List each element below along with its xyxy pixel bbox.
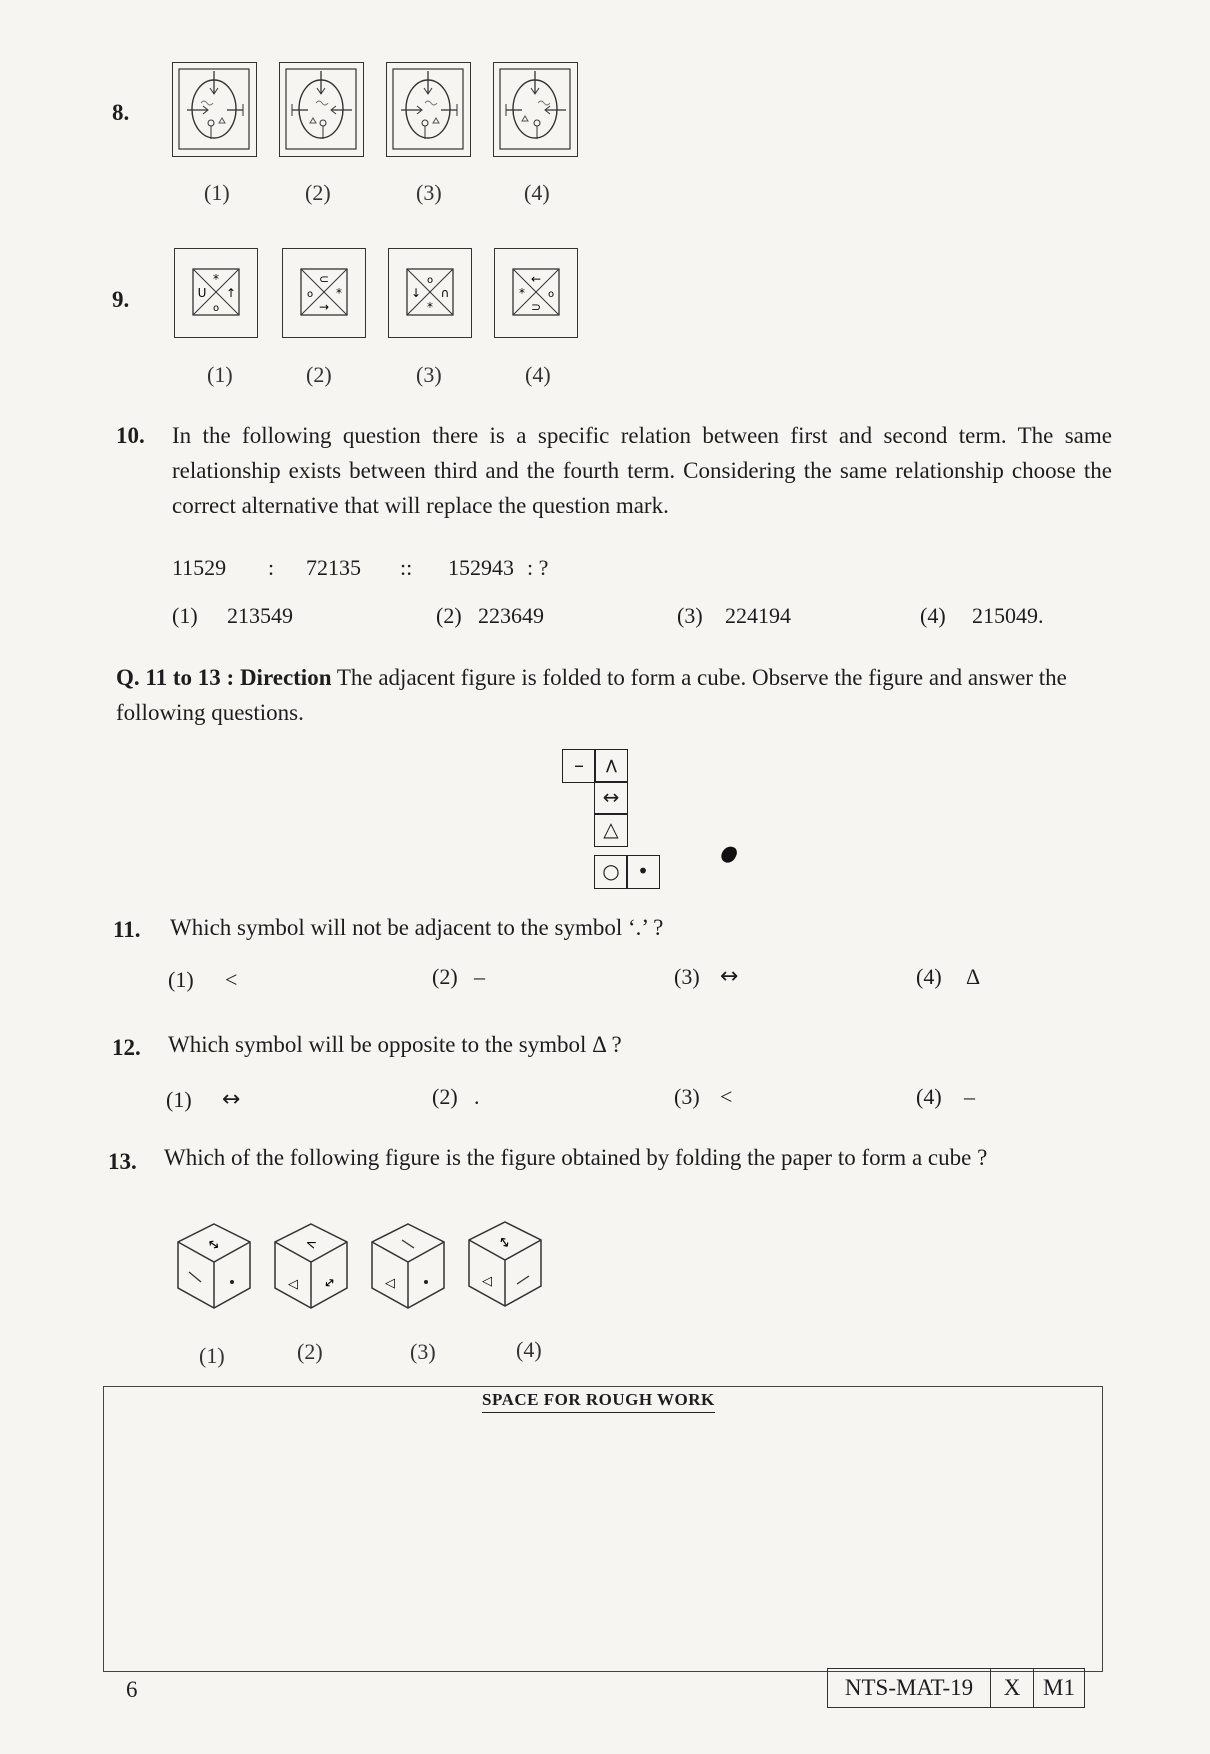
net-cell-triangle: △ <box>594 813 628 847</box>
rough-work-title: SPACE FOR ROUGH WORK <box>482 1390 715 1413</box>
net-cell-dot: • <box>626 855 660 889</box>
svg-text:⊃: ⊃ <box>530 300 542 314</box>
svg-text:U: U <box>197 286 207 300</box>
q8-figure-2[interactable] <box>279 62 364 157</box>
q8-figure-3[interactable] <box>386 62 471 157</box>
q13-option-1[interactable]: (1) <box>199 1343 225 1368</box>
svg-text:◁: ◁ <box>482 1274 492 1289</box>
q8-option-3[interactable]: (3) <box>416 180 442 205</box>
svg-text:o: o <box>547 289 555 300</box>
q9-figure-3[interactable] <box>388 248 472 338</box>
q12-option-4-label[interactable]: (4) <box>916 1084 942 1109</box>
q13-question-text: Which of the following figure is the figure obtained by folding the paper to form a cube ? <box>164 1145 988 1170</box>
q10-term-3: 152943 <box>448 555 514 580</box>
svg-text:↔: ↔ <box>494 1233 515 1252</box>
svg-text:o: o <box>426 275 434 286</box>
q9-option-3[interactable]: (3) <box>416 362 442 387</box>
q10-question-text: In the following question there is a specific relation between first and second term. The same relationship exists between third and the fourth term. Considering the same relationship choose the correct alternative that will replace the question mark. <box>172 423 1112 518</box>
q11-option-4-label[interactable]: (4) <box>916 964 942 989</box>
svg-text:◁: ◁ <box>288 1277 298 1292</box>
q12-question-text: Which symbol will be opposite to the symbol Δ ? <box>168 1032 622 1057</box>
svg-text:→: → <box>318 300 330 314</box>
q12-number: 12. <box>112 1035 141 1060</box>
q12-option-4-value[interactable]: – <box>964 1084 975 1109</box>
q8-figure-1[interactable] <box>172 62 257 157</box>
q12-option-1-label[interactable]: (1) <box>166 1087 192 1112</box>
svg-text:∩: ∩ <box>440 286 450 300</box>
q9-option-2[interactable]: (2) <box>306 362 332 387</box>
q11-option-1-label[interactable]: (1) <box>168 967 194 992</box>
q9-number: 9. <box>112 287 130 312</box>
q8-number: 8. <box>112 100 130 125</box>
q13-cube-4[interactable] <box>465 1218 545 1315</box>
ink-blot <box>719 844 739 865</box>
svg-text:o: o <box>212 303 220 314</box>
svg-text:*: * <box>427 300 433 314</box>
q11-option-3-value[interactable]: ↔ <box>720 964 739 989</box>
q12-option-3-label[interactable]: (3) <box>674 1084 700 1109</box>
q12-option-1-value[interactable]: ↔ <box>222 1087 241 1112</box>
q13-cube-1[interactable] <box>174 1220 254 1317</box>
q12-option-2-value[interactable]: . <box>474 1084 480 1109</box>
q10-option-1-label[interactable]: (1) <box>172 603 198 628</box>
footer-series: M1 <box>1033 1668 1085 1708</box>
q8-option-4[interactable]: (4) <box>524 180 550 205</box>
svg-text:↑: ↑ <box>225 286 237 300</box>
q9-option-4[interactable]: (4) <box>525 362 551 387</box>
q8-option-2[interactable]: (2) <box>305 180 331 205</box>
q11-option-4-value[interactable]: Δ <box>966 964 981 989</box>
q10-sep-2: :: <box>400 555 413 580</box>
rough-work-box <box>103 1386 1103 1672</box>
q9-option-1[interactable]: (1) <box>207 362 233 387</box>
svg-text:*: * <box>336 286 342 300</box>
q10-term-2: 72135 <box>306 555 361 580</box>
direction-heading: Q. 11 to 13 : Direction <box>116 665 332 690</box>
q10-option-3-label[interactable]: (3) <box>677 603 703 628</box>
q8-option-1[interactable]: (1) <box>204 180 230 205</box>
net-cell-double-arrow: ↔ <box>594 781 628 815</box>
q13-option-2[interactable]: (2) <box>297 1339 323 1364</box>
svg-text:↔: ↔ <box>320 1273 339 1293</box>
q12-option-3-value[interactable]: < <box>720 1084 733 1109</box>
svg-text:*: * <box>519 286 525 300</box>
q8-figure-4[interactable] <box>493 62 578 157</box>
q13-cube-2[interactable] <box>271 1220 351 1317</box>
q10-option-4-label[interactable]: (4) <box>920 603 946 628</box>
q10-term-1: 11529 <box>172 555 227 580</box>
q9-figure-4[interactable] <box>494 248 578 338</box>
q13-cube-3[interactable] <box>368 1220 448 1317</box>
q11-option-2-value[interactable]: – <box>474 964 485 989</box>
svg-text:<: < <box>303 1235 319 1254</box>
q13-number: 13. <box>108 1149 137 1174</box>
footer-class: X <box>990 1668 1034 1708</box>
footer-code: NTS-MAT-19 <box>827 1668 991 1708</box>
svg-text:↔: ↔ <box>204 1234 223 1255</box>
q13-option-3[interactable]: (3) <box>410 1339 436 1364</box>
q11-number: 11. <box>113 917 141 942</box>
q10-option-2-label[interactable]: (2) <box>436 603 462 628</box>
q10-option-1-value[interactable]: 213549 <box>227 603 293 628</box>
direction-text: The adjacent figure is folded to form a cube. Observe the figure and answer the following questions. <box>116 665 1067 725</box>
q11-option-1-value[interactable]: < <box>225 967 238 992</box>
direction-block <box>116 660 1112 730</box>
svg-text:⊂: ⊂ <box>318 272 330 286</box>
svg-text:*: * <box>213 272 219 286</box>
q10-option-2-value[interactable]: 223649 <box>478 603 544 628</box>
q10-term-4: : ? <box>527 555 549 580</box>
q11-option-2-label[interactable]: (2) <box>432 964 458 989</box>
q10-number: 10. <box>116 423 145 448</box>
q11-option-3-label[interactable]: (3) <box>674 964 700 989</box>
q13-option-4[interactable]: (4) <box>516 1337 542 1362</box>
svg-text:↓: ↓ <box>410 286 422 300</box>
svg-text:←: ← <box>530 272 542 286</box>
svg-text:o: o <box>306 289 314 300</box>
q10-option-3-value[interactable]: 224194 <box>725 603 791 628</box>
q9-figure-2[interactable] <box>282 248 366 338</box>
q11-question-text: Which symbol will not be adjacent to the symbol ‘.’ ? <box>170 915 664 940</box>
net-cell-circle: ○ <box>594 855 628 889</box>
q12-option-2-label[interactable]: (2) <box>432 1084 458 1109</box>
q10-sep-1: : <box>268 555 275 580</box>
net-cell-less-than: < <box>594 749 628 783</box>
net-cell-dash: – <box>562 749 596 783</box>
page-number: 6 <box>126 1677 138 1702</box>
q10-option-4-value[interactable]: 215049. <box>972 603 1044 628</box>
q9-figure-1[interactable] <box>174 248 258 338</box>
svg-text:◁: ◁ <box>385 1276 395 1291</box>
